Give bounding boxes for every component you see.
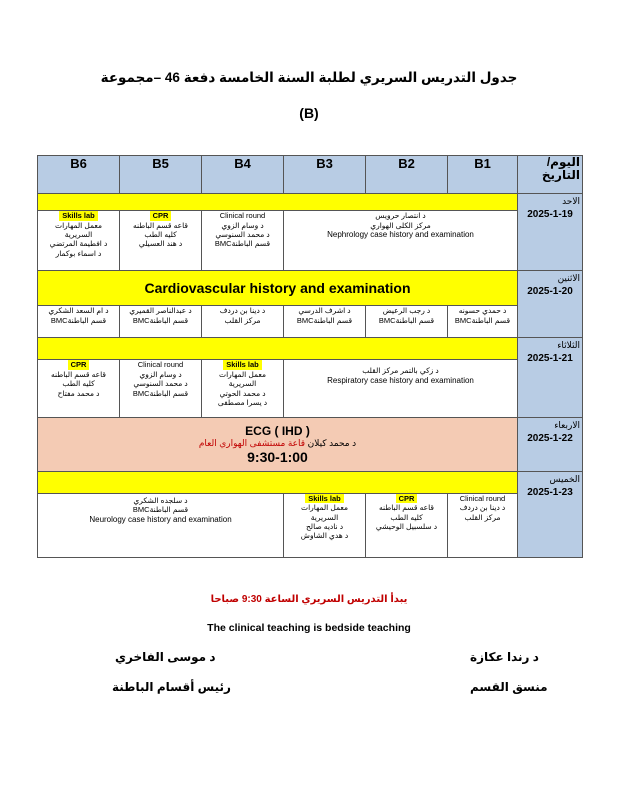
session-title: Skills lab [59, 211, 98, 220]
session-title: Clinical round [459, 493, 506, 503]
start-time-note: يبدأ التدريس السريري الساعة 9:30 صباحا [210, 594, 408, 605]
cell-line: د افطيمة المرتضي [49, 239, 108, 249]
date-header-label: التاريخ [541, 168, 580, 183]
monday-b1 [448, 306, 518, 338]
sunday-b4 [202, 211, 284, 271]
sunday-yellow-band [38, 194, 518, 211]
header-row [38, 156, 583, 194]
cell-line: قسم الباطنةBMC [50, 315, 107, 325]
session-title: Skills lab [223, 360, 262, 369]
tuesday-yellow-band [38, 338, 518, 360]
monday-row [38, 306, 583, 338]
session-title: CPR [68, 360, 90, 369]
cell-line: د محمد السنوسي [133, 379, 188, 389]
day-name: الاثنين [557, 273, 580, 284]
thursday-row [38, 493, 583, 557]
cell-line: د وسام الزوي [139, 369, 182, 379]
cell-line: مركز القلب [224, 315, 261, 325]
day-name: الثلاثاء [557, 340, 580, 351]
group-label: (B) [299, 105, 319, 121]
day-date: 2025-1-23 [527, 486, 573, 498]
monday-topic-banner: Cardiovascular history and examination [38, 271, 518, 306]
day-monday [518, 271, 583, 338]
cell-line: د وسام الزوي [221, 220, 264, 230]
cell-line: د دينا بن دردف [219, 306, 266, 316]
col-header-b2: B2 [366, 156, 448, 194]
day-date: 2025-1-22 [527, 432, 573, 444]
cell-line: معمل المهارات [55, 220, 102, 230]
cell-line: السريرية [310, 512, 339, 522]
cell-line: د زكي بالتمر مركز القلب [362, 366, 439, 376]
col-header-b4: B4 [202, 156, 284, 194]
session-title: CPR [396, 494, 418, 503]
cell-line: كليه الطب [62, 379, 95, 389]
tuesday-b5 [120, 360, 202, 417]
cell-line: د رجب الرعيض [382, 306, 431, 316]
monday-banner-row [38, 271, 583, 306]
session-topic: Respiratory case history and examination [327, 375, 474, 385]
monday-b2 [366, 306, 448, 338]
cell-line: السريرية [228, 379, 257, 389]
day-date: 2025-1-21 [527, 353, 573, 365]
cell-line: قاعه قسم الباطنه [379, 503, 434, 513]
schedule-table [37, 155, 583, 558]
col-header-b6: B6 [38, 156, 120, 194]
cell-line: معمل المهارات [219, 369, 266, 379]
sunday-row [38, 211, 583, 271]
cell-line: د محمد مفتاح [57, 388, 100, 398]
cell-line: السريرية [64, 229, 93, 239]
tuesday-b4 [202, 360, 284, 417]
cell-line: د اسماء بوكمار [55, 248, 102, 258]
cell-line: د هند العسيلي [138, 239, 183, 249]
session-topic: Nephrology case history and examination [327, 229, 474, 239]
col-header-b1: B1 [448, 156, 518, 194]
monday-b4 [202, 306, 284, 338]
cell-line: د محمد السنوسي [215, 229, 270, 239]
cell-line: د اشرف الدرسي [298, 306, 351, 316]
signature-left-name: د رندا عكازة [470, 650, 539, 664]
day-wednesday [518, 417, 583, 471]
cell-line: د حمدي حسونه [458, 306, 507, 316]
day-date-header [518, 156, 583, 194]
cell-line: قسم الباطنةBMC [132, 505, 189, 515]
cell-line: معمل المهارات [301, 503, 348, 513]
cell-line: د محمد الحوتي [219, 388, 266, 398]
session-title: Skills lab [305, 494, 344, 503]
day-thursday [518, 471, 583, 557]
cell-line: د ام السعد الشكري [48, 306, 109, 316]
cell-line: قاعه قسم الباطنه [133, 220, 188, 230]
ecg-location [40, 438, 515, 449]
monday-b6 [38, 306, 120, 338]
cell-line: د عبدالناصر القميري [129, 306, 192, 316]
cell-line: قسم الباطنةBMC [296, 315, 353, 325]
signature-right-name: د موسى الفاخري [115, 650, 216, 664]
cell-line: قسم الباطنةBMC [132, 315, 189, 325]
signature-left-role: منسق القسم [470, 680, 548, 694]
cell-line: قاعه قسم الباطنه [51, 369, 106, 379]
signature-right-role: رئيس أقسام الباطنة [112, 680, 231, 694]
tuesday-b6 [38, 360, 120, 417]
cell-line: كليه الطب [144, 229, 177, 239]
sunday-b5 [120, 211, 202, 271]
day-name: الخميس [549, 473, 580, 484]
thursday-yellow-band [38, 471, 518, 493]
day-header-label: اليوم/ [546, 155, 580, 169]
wednesday-row [38, 417, 583, 471]
thursday-b3 [284, 493, 366, 557]
day-date: 2025-1-20 [527, 286, 573, 298]
sunday-b6 [38, 211, 120, 271]
day-sunday [518, 194, 583, 271]
tuesday-spacer-row [38, 338, 583, 360]
ecg-place: قاعة مستشفى الهواري العام [198, 437, 306, 448]
ecg-title: ECG ( IHD ) [245, 423, 310, 438]
thursday-b1 [448, 493, 518, 557]
cell-line: قسم الباطنةBMC [132, 388, 189, 398]
session-title: CPR [150, 211, 172, 220]
cell-line: كليه الطب [390, 512, 423, 522]
cell-line: د سلسبيل الوحيشي [375, 521, 438, 531]
sunday-spacer-row [38, 194, 583, 211]
cell-line: د دينا بن دردف [459, 503, 506, 513]
day-date: 2025-1-19 [527, 209, 573, 221]
tuesday-row [38, 360, 583, 417]
day-tuesday [518, 338, 583, 417]
cell-line: قسم الباطنةBMC [214, 239, 271, 249]
ecg-time: 9:30-1:00 [247, 448, 308, 465]
thursday-b2 [366, 493, 448, 557]
monday-b5 [120, 306, 202, 338]
cell-line: د هدي الشاوش [300, 531, 349, 541]
cell-line: د يسرا مصطفى [217, 397, 268, 407]
thursday-spacer-row [38, 471, 583, 493]
session-topic: Neurology case history and examination [89, 514, 232, 524]
bedside-note: The clinical teaching is bedside teaching [207, 622, 411, 634]
col-header-b3: B3 [284, 156, 366, 194]
wednesday-ecg-session [38, 417, 518, 471]
cell-line: مركز الكلى الهواري [370, 220, 431, 230]
cell-line: د سلجده الشكري [133, 495, 188, 505]
tuesday-b1-b3 [284, 360, 518, 417]
cell-line: د ناديه صالح [305, 521, 344, 531]
day-name: الاربعاء [554, 419, 580, 430]
sunday-b1-b3 [284, 211, 518, 271]
session-title: Clinical round [219, 211, 266, 221]
cell-line: مركز القلب [464, 512, 501, 522]
col-header-b5: B5 [120, 156, 202, 194]
cell-line: قسم الباطنةBMC [454, 315, 511, 325]
cell-line: د انتصار حرويس [375, 211, 426, 221]
ecg-doctor: د محمد كيلان [307, 437, 357, 448]
session-title: Clinical round [137, 360, 184, 370]
cell-line: قسم الباطنةBMC [378, 315, 435, 325]
thursday-b4-b6 [38, 493, 284, 557]
day-name: الاحد [562, 196, 580, 207]
monday-b3 [284, 306, 366, 338]
schedule-title: جدول التدريس السريري لطلبة السنة الخامسة دفعة 46 –مجموعة [100, 70, 518, 85]
